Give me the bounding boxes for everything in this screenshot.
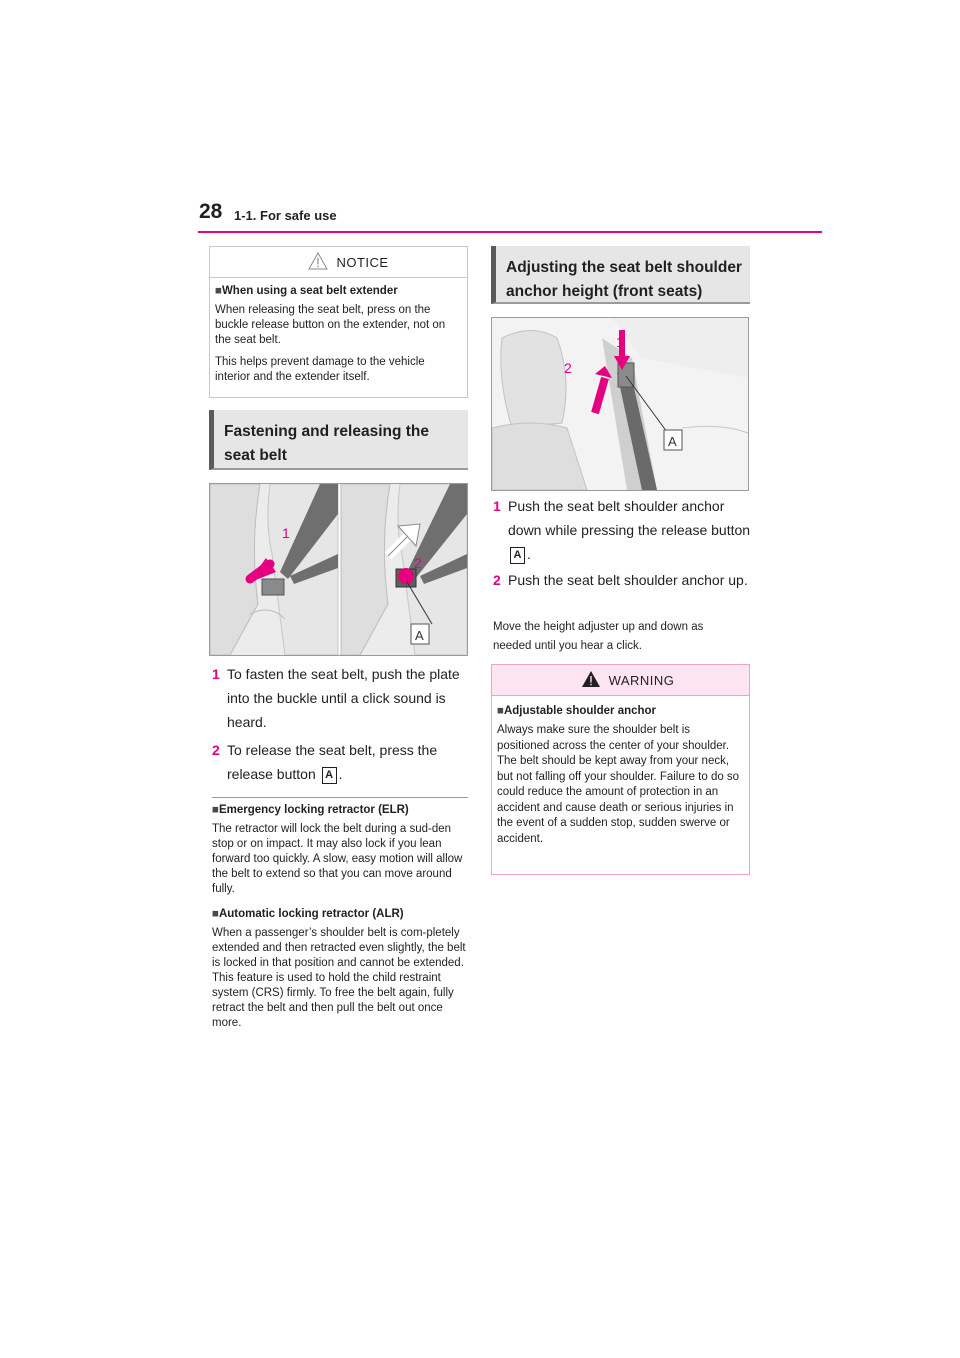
anchor-note: Move the height adjuster up and down as needed until you hear a click.: [493, 621, 704, 652]
fasten-steps: [212, 662, 472, 786]
fasten-callout-2: 2: [414, 555, 422, 571]
anchor-figure: [491, 317, 749, 491]
fasten-heading: Fastening and releasing the seat belt: [209, 410, 468, 470]
warning-triangle-icon: [581, 670, 601, 691]
page-number: 28: [199, 200, 223, 223]
anchor-callout-2: 2: [564, 360, 572, 376]
notice-box: [209, 246, 468, 398]
caution-triangle-icon: [308, 252, 328, 273]
warning-title: WARNING: [608, 672, 675, 688]
anchor-step-2: 2 Push the seat belt shoulder anchor up.: [493, 572, 748, 588]
notice-subheading: ■When using a seat belt extender: [215, 285, 398, 297]
warning-header: [492, 665, 749, 696]
anchor-steps: [493, 494, 753, 592]
warning-subheading: ■Adjustable shoulder anchor: [497, 705, 657, 717]
alr-text: When a passenger’s shoulder belt is com-pletely extended and then retracted even slightly, the belt is locked in that position and cannot be extended. This feature is used to hold the child restraint system (CRS) firmly. To free the belt again, fully retract the belt and then pull the belt out once more.: [212, 927, 466, 1029]
notice-header: [210, 247, 467, 278]
warning-box: [491, 664, 750, 875]
notice-paragraph-2: This helps prevent damage to the vehicle interior and the extender itself.: [215, 356, 425, 383]
fasten-step-2: 2 To release the seat belt, press the release button A .: [212, 742, 438, 782]
anchor-callout-a: A: [668, 434, 677, 449]
fasten-callout-1: 1: [282, 525, 290, 541]
section-divider: [212, 797, 468, 798]
header-rule: [198, 231, 822, 233]
fasten-figure: [209, 483, 468, 656]
alr-subheading: ■Automatic locking retractor (ALR): [212, 908, 404, 920]
fasten-callout-a: A: [415, 628, 424, 643]
anchor-heading: Adjusting the seat belt shoulder anchor height (front seats): [491, 246, 750, 304]
elr-subheading: ■Emergency locking retractor (ELR): [212, 804, 409, 816]
anchor-step-1: 1 Push the seat belt shoulder anchor down while pressing the release button A .: [493, 498, 751, 562]
anchor-release-button-label: A: [510, 547, 525, 564]
elr-text: The retractor will lock the belt during a sud-den stop or on impact. It may also lock if you lean forward too quickly. A slow, easy motion will allow the belt to extend so that you can move around fully.: [212, 823, 463, 895]
release-button-label: A: [322, 767, 337, 784]
section-title: 1-1. For safe use: [234, 208, 337, 223]
notice-paragraph-1: When releasing the seat belt, press on the buckle release button on the extender, not on the seat belt.: [215, 304, 446, 346]
fasten-step-1: 1 To fasten the seat belt, push the plate into the buckle until a click sound is heard.: [212, 666, 460, 730]
warning-text: Always make sure the shoulder belt is positioned across the center of your shoulder. The belt should be kept away from your neck, but not falling off your shoulder. Failure to do so could reduce the amount of protection in an accident and cause death or serious injuries in the event of a sudden stop, sudden swerve or accident.: [497, 724, 740, 845]
retractor-notes: [212, 803, 470, 1038]
notice-title: NOTICE: [336, 254, 389, 270]
anchor-callout-1: 1: [616, 334, 624, 350]
